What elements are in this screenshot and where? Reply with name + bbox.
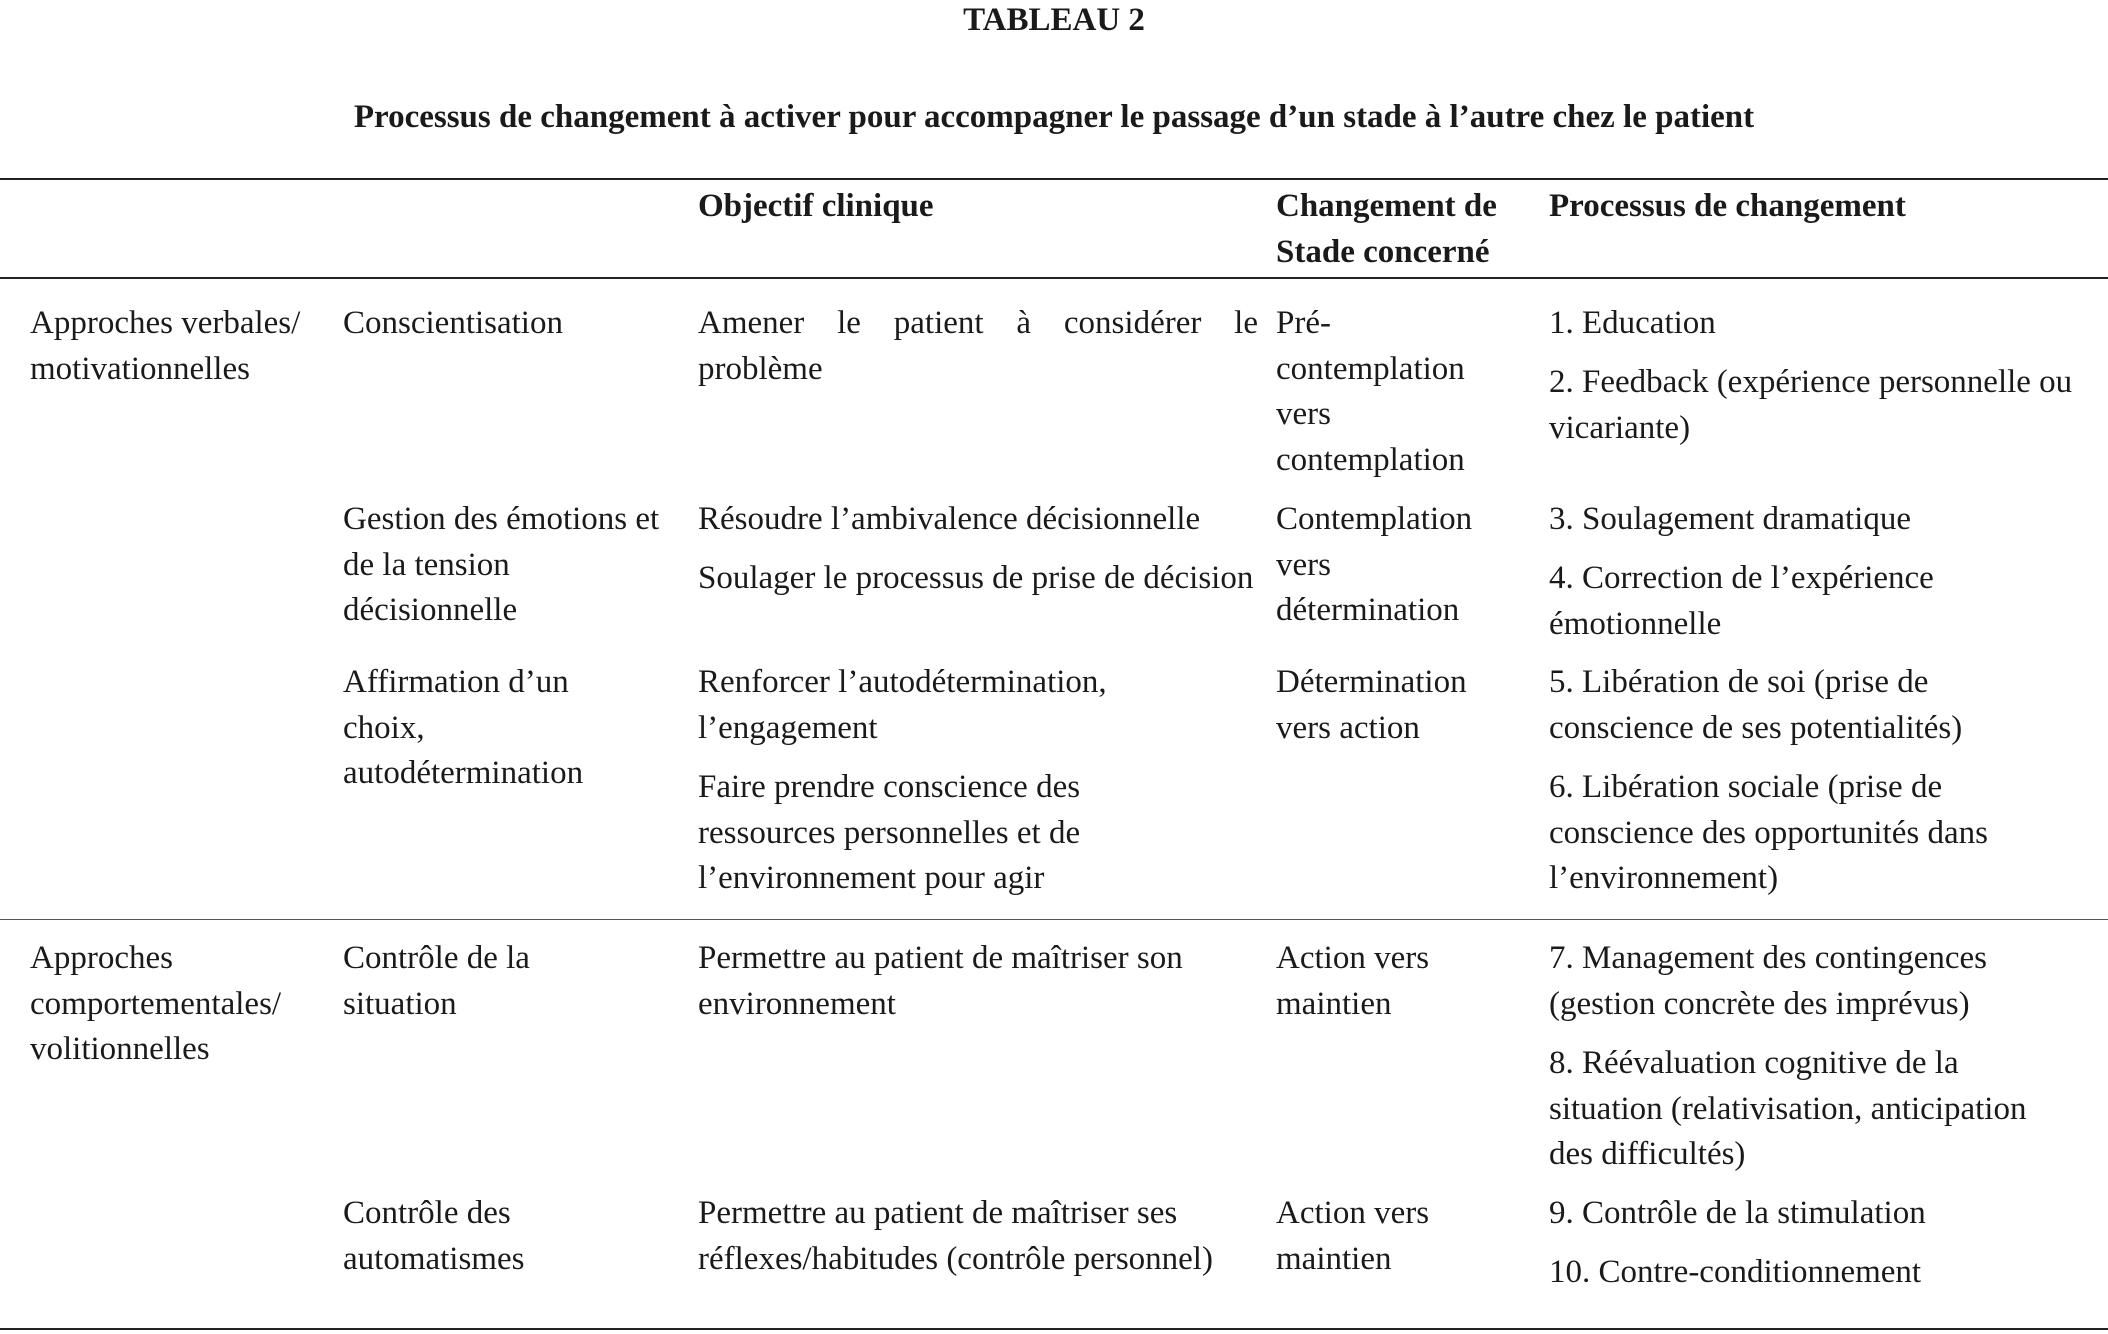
- strategy-cell: Contrôle des automatismes: [343, 1195, 525, 1277]
- approach-label: Approches comportementales/ volitionnelles: [30, 940, 282, 1067]
- approach-label: Approches verbales/ motivationnelles: [30, 305, 301, 387]
- processus-item: 2. Feedback (expérience personnelle ou vicariante): [1549, 364, 2073, 446]
- processus-item: 8. Réévaluation cognitive de la situation (relativisation, anticipation des difficultés): [1549, 1045, 2027, 1172]
- objectif-cell: Résoudre l’ambivalence décisionnelle: [698, 501, 1201, 537]
- stade-cell: Action vers maintien: [1276, 940, 1430, 1022]
- strategy-cell: Contrôle de la situation: [343, 940, 530, 1022]
- table-top-rule: [0, 178, 2108, 180]
- strategy-cell: Affirmation d’un choix, autodétermination: [343, 664, 584, 791]
- stade-cell: Contemplation vers détermination: [1276, 501, 1473, 628]
- objectif-cell: Renforcer l’autodétermination, l’engagement: [698, 664, 1107, 746]
- group-separator-rule: [0, 919, 2108, 920]
- stade-cell: Pré-contemplation vers contemplation: [1276, 305, 1465, 478]
- header-processus-changement: Processus de changement: [1549, 188, 1906, 224]
- processus-item: 5. Libération de soi (prise de conscience de ses potentialités): [1549, 664, 1963, 746]
- table-bottom-rule: [0, 1328, 2108, 1330]
- header-objectif-clinique: Objectif clinique: [698, 188, 934, 224]
- objectif-cell: Amener le patient à considérer le problème: [698, 305, 1258, 387]
- processus-item: 9. Contrôle de la stimulation: [1549, 1195, 1926, 1231]
- header-changement-stade: Changement de Stade concerné: [1276, 188, 1497, 270]
- objectif-cell: Permettre au patient de maîtriser son environnement: [698, 940, 1183, 1022]
- header-bottom-rule: [0, 277, 2108, 279]
- strategy-cell: Gestion des émotions et de la tension décisionnelle: [343, 501, 660, 628]
- stade-cell: Détermination vers action: [1276, 664, 1467, 746]
- objectif-cell: Faire prendre conscience des ressources personnelles et de l’environnement pour agir: [698, 769, 1081, 896]
- objectif-cell: Soulager le processus de prise de décision: [698, 560, 1254, 596]
- table-title: Processus de changement à activer pour accompagner le passage d’un stade à l’autre chez le patient: [353, 99, 1755, 135]
- stade-cell: Action vers maintien: [1276, 1195, 1430, 1277]
- processus-item: 1. Education: [1549, 305, 1716, 341]
- objectif-cell: Permettre au patient de maîtriser ses réflexes/habitudes (contrôle personnel): [698, 1195, 1213, 1277]
- strategy-cell: Conscientisation: [343, 305, 563, 341]
- processus-item: 7. Management des contingences (gestion concrète des imprévus): [1549, 940, 1988, 1022]
- processus-item: 4. Correction de l’expérience émotionnelle: [1549, 560, 1934, 642]
- processus-item: 3. Soulagement dramatique: [1549, 501, 1911, 537]
- table-label: TABLEAU 2: [963, 2, 1145, 38]
- processus-item: 6. Libération sociale (prise de conscience des opportunités dans l’environnement): [1549, 769, 1988, 896]
- processus-item: 10. Contre-conditionnement: [1549, 1254, 1922, 1290]
